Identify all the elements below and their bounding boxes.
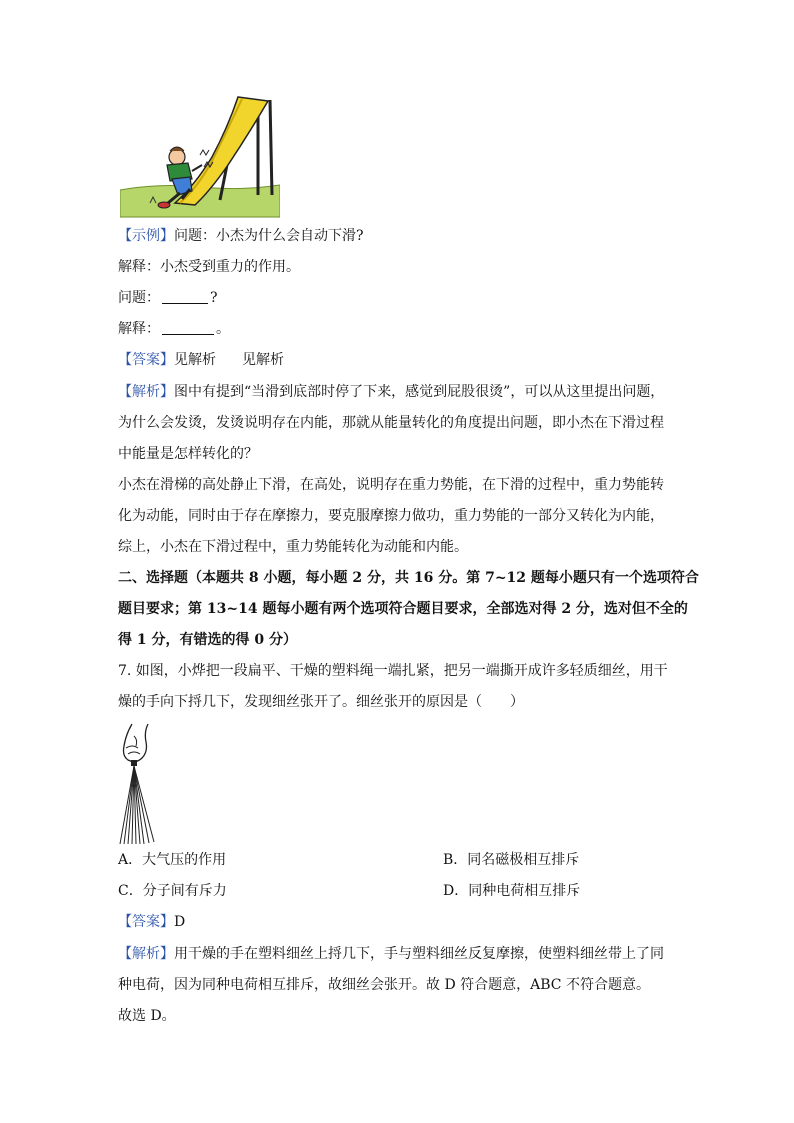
q7-option-b: B．同名磁极相互排斥 [443, 852, 580, 868]
answer2-text: D [174, 914, 186, 930]
q7-option-c: C．分子间有斥力 [118, 883, 227, 899]
fill-question-label: 问题： [118, 290, 160, 306]
fill-explanation-label: 解释： [118, 321, 160, 337]
analysis2-tag: 【解析】 [118, 946, 174, 962]
analysis2-text1: 用干燥的手在塑料细丝上捋几下，手与塑料细丝反复摩擦，使塑料细丝带上了同 [174, 946, 664, 962]
fill-question-line [118, 288, 218, 308]
q7-option-a: A．大气压的作用 [118, 852, 227, 868]
answer1-tag: 【答案】 [118, 352, 174, 368]
example-line [118, 226, 364, 246]
q7-line2: 燥的手向下捋几下，发现细丝张开了。细丝张开的原因是（ ） [118, 694, 524, 710]
fill-question-blank [162, 289, 208, 304]
fill-explanation-line [118, 319, 230, 339]
analysis2-line3: 故选 D。 [118, 1008, 176, 1024]
example-tag: 【示例】 [118, 228, 174, 244]
hand-strands-illustration [118, 722, 168, 847]
analysis2-line2: 种电荷，因为同种电荷相互排斥，故细丝会张开。故 D 符合题意，ABC 不符合题意。 [118, 977, 650, 993]
section2-line1: 二、选择题（本题共 8 小题，每小题 2 分，共 16 分。第 7~12 题每小题只有一个选项符合 [118, 570, 699, 586]
q7-line1: 7. 如图，小烨把一段扁平、干燥的塑料绳一端扎紧，把另一端撕开成许多轻质细丝，用干 [118, 663, 668, 679]
fill-question-tail: ? [210, 290, 218, 306]
answer1-line [118, 350, 284, 370]
fill-explanation-blank [162, 320, 214, 335]
analysis1-line4: 小杰在滑梯的高处静止下滑，在高处，说明存在重力势能，在下滑的过程中，重力势能转 [118, 477, 664, 493]
analysis1-line1 [118, 382, 664, 402]
section2-line3: 得 1 分，有错选的得 0 分） [118, 632, 297, 648]
answer2-tag: 【答案】 [118, 914, 174, 930]
q7-option-d: D．同种电荷相互排斥 [443, 883, 581, 899]
fill-explanation-tail: 。 [216, 321, 230, 337]
example-explanation: 解释：小杰受到重力的作用。 [118, 259, 300, 275]
answer1-part1: 见解析 [174, 352, 216, 368]
slide-illustration [120, 95, 280, 220]
analysis1-line5: 化为动能，同时由于存在摩擦力，要克服摩擦力做功，重力势能的一部分又转化为内能， [118, 508, 664, 524]
section2-line2: 题目要求；第 13~14 题每小题有两个选项符合题目要求，全部选对得 2 分，选对但不全的 [118, 601, 688, 617]
analysis2-line1 [118, 944, 664, 964]
example-question: 问题：小杰为什么会自动下滑? [174, 228, 364, 244]
analysis1-line3: 中能量是怎样转化的？ [118, 446, 258, 462]
analysis1-line2: 为什么会发烫，发烫说明存在内能，那就从能量转化的角度提出问题，即小杰在下滑过程 [118, 415, 664, 431]
analysis1-text1: 图中有提到“当滑到底部时停了下来，感觉到屁股很烫”，可以从这里提出问题， [174, 384, 665, 400]
answer1-part2: 见解析 [242, 352, 284, 368]
analysis1-line6: 综上，小杰在下滑过程中，重力势能转化为动能和内能。 [118, 539, 468, 555]
analysis1-tag: 【解析】 [118, 384, 174, 400]
answer2-line [118, 912, 185, 932]
